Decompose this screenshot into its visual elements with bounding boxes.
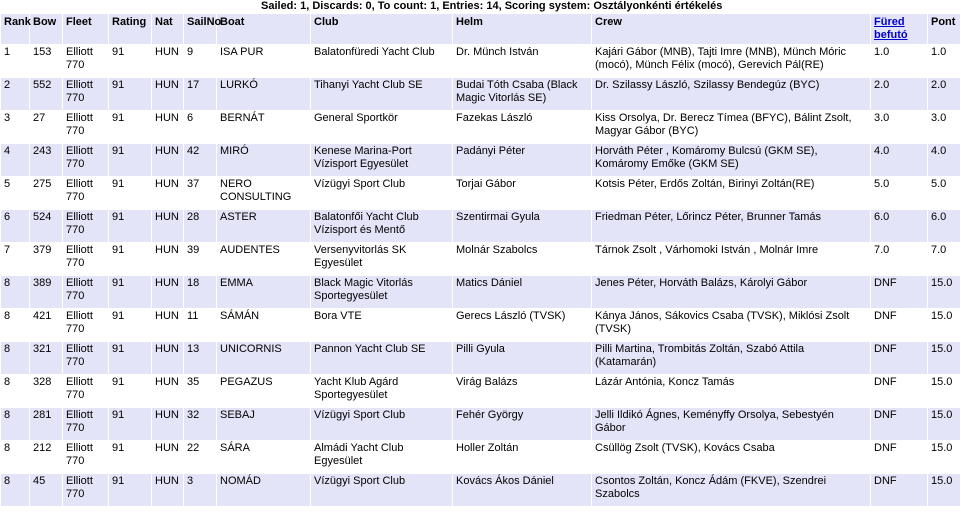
cell-club: Versenyvitorlás SK Egyesület (311, 243, 453, 276)
table-row (1, 441, 961, 474)
cell-crew: Jelli Ildikó Ágnes, Keményffy Orsolya, Sebestyén Gábor (592, 408, 871, 441)
cell-bow: 243 (30, 144, 63, 177)
cell-boat: SÁRA (217, 441, 311, 474)
cell-rating: 91 (109, 309, 152, 342)
cell-fleet: Elliott 770 (63, 441, 109, 474)
cell-nat: HUN (152, 45, 184, 78)
cell-nat: HUN (152, 408, 184, 441)
header-race (871, 14, 928, 45)
cell-crew: Kajári Gábor (MNB), Tajti Imre (MNB), Münch Móric (mocó), Münch Félix (mocó), Gerevich Pál(RE) (592, 45, 871, 78)
cell-sailno: 22 (184, 441, 217, 474)
cell-boat: EMMA (217, 276, 311, 309)
table-row (1, 78, 961, 111)
table-row (1, 276, 961, 309)
header-rating: Rating (109, 14, 152, 45)
cell-fleet: Elliott 770 (63, 342, 109, 375)
table-row (1, 309, 961, 342)
cell-race: 4.0 (871, 144, 928, 177)
header-nat: Nat (152, 14, 184, 45)
cell-boat: ASTER (217, 210, 311, 243)
cell-club: Bora VTE (311, 309, 453, 342)
cell-bow: 389 (30, 276, 63, 309)
cell-boat: AUDENTES (217, 243, 311, 276)
cell-helm: Gerecs László (TVSK) (453, 309, 592, 342)
header-pont: Pont (928, 14, 961, 45)
cell-pont: 5.0 (928, 177, 961, 210)
cell-bow: 328 (30, 375, 63, 408)
cell-pont: 15.0 (928, 276, 961, 309)
cell-bow: 275 (30, 177, 63, 210)
cell-club: Vízügyi Sport Club (311, 474, 453, 507)
cell-bow: 27 (30, 111, 63, 144)
table-row (1, 144, 961, 177)
cell-rating: 91 (109, 45, 152, 78)
cell-sailno: 32 (184, 408, 217, 441)
cell-bow: 421 (30, 309, 63, 342)
cell-helm: Kovács Ákos Dániel (453, 474, 592, 507)
cell-race: 5.0 (871, 177, 928, 210)
cell-rating: 91 (109, 342, 152, 375)
cell-sailno: 17 (184, 78, 217, 111)
cell-pont: 15.0 (928, 441, 961, 474)
cell-helm: Holler Zoltán (453, 441, 592, 474)
cell-rating: 91 (109, 243, 152, 276)
cell-fleet: Elliott 770 (63, 474, 109, 507)
cell-helm: Fazekas László (453, 111, 592, 144)
cell-bow: 212 (30, 441, 63, 474)
cell-nat: HUN (152, 243, 184, 276)
cell-club: Balatonfüredi Yacht Club (311, 45, 453, 78)
cell-bow: 153 (30, 45, 63, 78)
cell-race: 3.0 (871, 111, 928, 144)
cell-helm: Virág Balázs (453, 375, 592, 408)
cell-boat: PEGAZUS (217, 375, 311, 408)
cell-nat: HUN (152, 210, 184, 243)
cell-crew: Tárnok Zsolt , Várhomoki István , Molnár Imre (592, 243, 871, 276)
results-body (1, 45, 961, 507)
cell-rank: 2 (1, 78, 30, 111)
header-bow: Bow (30, 14, 63, 45)
cell-rank: 8 (1, 441, 30, 474)
cell-rank: 8 (1, 408, 30, 441)
cell-boat: SEBAJ (217, 408, 311, 441)
cell-helm: Molnár Szabolcs (453, 243, 592, 276)
cell-fleet: Elliott 770 (63, 144, 109, 177)
cell-pont: 15.0 (928, 474, 961, 507)
cell-club: Almádi Yacht Club Egyesület (311, 441, 453, 474)
cell-rating: 91 (109, 474, 152, 507)
cell-club: Balatonfői Yacht Club Vízisport és Mentő (311, 210, 453, 243)
cell-helm: Dr. Münch István (453, 45, 592, 78)
table-row (1, 45, 961, 78)
cell-pont: 6.0 (928, 210, 961, 243)
cell-rating: 91 (109, 276, 152, 309)
cell-sailno: 9 (184, 45, 217, 78)
table-row (1, 375, 961, 408)
cell-fleet: Elliott 770 (63, 243, 109, 276)
cell-rating: 91 (109, 78, 152, 111)
cell-nat: HUN (152, 375, 184, 408)
cell-sailno: 6 (184, 111, 217, 144)
cell-sailno: 42 (184, 144, 217, 177)
cell-nat: HUN (152, 111, 184, 144)
cell-club: Vízügyi Sport Club (311, 177, 453, 210)
cell-club: Black Magic Vitorlás Sportegyesület (311, 276, 453, 309)
cell-helm: Torjai Gábor (453, 177, 592, 210)
header-crew: Crew (592, 14, 871, 45)
cell-rank: 1 (1, 45, 30, 78)
cell-boat: MIRÓ (217, 144, 311, 177)
cell-sailno: 37 (184, 177, 217, 210)
cell-rating: 91 (109, 408, 152, 441)
cell-crew: Csontos Zoltán, Koncz Ádám (FKVE), Szendrei Szabolcs (592, 474, 871, 507)
cell-boat: UNICORNIS (217, 342, 311, 375)
cell-boat: ISA PUR (217, 45, 311, 78)
cell-pont: 15.0 (928, 408, 961, 441)
cell-boat: NOMÁD (217, 474, 311, 507)
cell-bow: 281 (30, 408, 63, 441)
header-row (1, 14, 961, 45)
results-summary: Sailed: 1, Discards: 0, To count: 1, Entries: 14, Scoring system: Osztályonkénti értékelés (261, 0, 723, 12)
cell-pont: 7.0 (928, 243, 961, 276)
cell-crew: Pilli Martina, Trombitás Zoltán, Szabó Attila (Katamarán) (592, 342, 871, 375)
cell-race: 1.0 (871, 45, 928, 78)
cell-crew: Kiss Orsolya, Dr. Berecz Tímea (BFYC), Bálint Zsolt, Magyar Gábor (BYC) (592, 111, 871, 144)
cell-helm: Budai Tóth Csaba (Black Magic Vitorlás SE) (453, 78, 592, 111)
cell-rank: 8 (1, 474, 30, 507)
cell-race: 2.0 (871, 78, 928, 111)
cell-club: Tihanyi Yacht Club SE (311, 78, 453, 111)
cell-nat: HUN (152, 144, 184, 177)
cell-bow: 379 (30, 243, 63, 276)
cell-fleet: Elliott 770 (63, 111, 109, 144)
header-helm: Helm (453, 14, 592, 45)
cell-sailno: 39 (184, 243, 217, 276)
header-club: Club (311, 14, 453, 45)
cell-pont: 15.0 (928, 375, 961, 408)
cell-race: DNF (871, 408, 928, 441)
cell-rating: 91 (109, 375, 152, 408)
cell-bow: 321 (30, 342, 63, 375)
cell-helm: Fehér György (453, 408, 592, 441)
cell-rating: 91 (109, 210, 152, 243)
cell-bow: 45 (30, 474, 63, 507)
cell-nat: HUN (152, 78, 184, 111)
header-boat: Boat (217, 14, 311, 45)
cell-sailno: 18 (184, 276, 217, 309)
cell-boat: BERNÁT (217, 111, 311, 144)
cell-fleet: Elliott 770 (63, 78, 109, 111)
cell-fleet: Elliott 770 (63, 375, 109, 408)
cell-rating: 91 (109, 111, 152, 144)
table-row (1, 210, 961, 243)
cell-nat: HUN (152, 309, 184, 342)
cell-fleet: Elliott 770 (63, 45, 109, 78)
cell-nat: HUN (152, 177, 184, 210)
cell-pont: 15.0 (928, 342, 961, 375)
cell-nat: HUN (152, 276, 184, 309)
cell-rank: 5 (1, 177, 30, 210)
cell-sailno: 13 (184, 342, 217, 375)
cell-rank: 8 (1, 276, 30, 309)
cell-crew: Kánya János, Sákovics Csaba (TVSK), Miklósi Zsolt (TVSK) (592, 309, 871, 342)
cell-crew: Dr. Szilassy László, Szilassy Bendegúz (BYC) (592, 78, 871, 111)
cell-rank: 8 (1, 309, 30, 342)
cell-nat: HUN (152, 474, 184, 507)
table-row (1, 177, 961, 210)
cell-boat: SÁMÁN (217, 309, 311, 342)
header-rank: Rank (1, 14, 30, 45)
cell-race: 7.0 (871, 243, 928, 276)
table-row (1, 408, 961, 441)
cell-fleet: Elliott 770 (63, 210, 109, 243)
cell-bow: 552 (30, 78, 63, 111)
cell-race: DNF (871, 276, 928, 309)
cell-crew: Csüllög Zsolt (TVSK), Kovács Csaba (592, 441, 871, 474)
cell-sailno: 3 (184, 474, 217, 507)
cell-race: DNF (871, 441, 928, 474)
table-row (1, 342, 961, 375)
cell-pont: 4.0 (928, 144, 961, 177)
cell-race: DNF (871, 474, 928, 507)
cell-fleet: Elliott 770 (63, 276, 109, 309)
results-table (0, 13, 961, 507)
header-sailno: SailNo (184, 14, 217, 45)
cell-rating: 91 (109, 144, 152, 177)
cell-nat: HUN (152, 342, 184, 375)
cell-sailno: 35 (184, 375, 217, 408)
cell-fleet: Elliott 770 (63, 177, 109, 210)
cell-pont: 1.0 (928, 45, 961, 78)
cell-pont: 3.0 (928, 111, 961, 144)
cell-club: Pannon Yacht Club SE (311, 342, 453, 375)
cell-club: Yacht Klub Agárd Sportegyesület (311, 375, 453, 408)
cell-sailno: 28 (184, 210, 217, 243)
cell-pont: 2.0 (928, 78, 961, 111)
cell-nat: HUN (152, 441, 184, 474)
cell-rank: 7 (1, 243, 30, 276)
cell-rank: 3 (1, 111, 30, 144)
cell-bow: 524 (30, 210, 63, 243)
cell-club: Vízügyi Sport Club (311, 408, 453, 441)
cell-helm: Matics Dániel (453, 276, 592, 309)
cell-club: Kenese Marina-Port Vízisport Egyesület (311, 144, 453, 177)
cell-crew: Lázár Antónia, Koncz Tamás (592, 375, 871, 408)
cell-helm: Szentirmai Gyula (453, 210, 592, 243)
cell-rank: 6 (1, 210, 30, 243)
table-row (1, 243, 961, 276)
cell-fleet: Elliott 770 (63, 408, 109, 441)
cell-rank: 8 (1, 375, 30, 408)
cell-race: DNF (871, 342, 928, 375)
cell-crew: Friedman Péter, Lőrincz Péter, Brunner Tamás (592, 210, 871, 243)
cell-race: DNF (871, 375, 928, 408)
cell-boat: NERO CONSULTING (217, 177, 311, 210)
cell-rank: 8 (1, 342, 30, 375)
table-row (1, 111, 961, 144)
cell-rating: 91 (109, 177, 152, 210)
cell-race: 6.0 (871, 210, 928, 243)
cell-helm: Pilli Gyula (453, 342, 592, 375)
cell-helm: Padányi Péter (453, 144, 592, 177)
race-link[interactable]: Füred befutó (874, 16, 908, 41)
cell-crew: Jenes Péter, Horváth Balázs, Károlyi Gábor (592, 276, 871, 309)
cell-pont: 15.0 (928, 309, 961, 342)
cell-rating: 91 (109, 441, 152, 474)
cell-sailno: 11 (184, 309, 217, 342)
cell-crew: Kotsis Péter, Erdős Zoltán, Birinyi Zoltán(RE) (592, 177, 871, 210)
cell-race: DNF (871, 309, 928, 342)
cell-boat: LURKÓ (217, 78, 311, 111)
cell-rank: 4 (1, 144, 30, 177)
header-fleet: Fleet (63, 14, 109, 45)
cell-crew: Horváth Péter , Komáromy Bulcsú (GKM SE), Komáromy Emőke (GKM SE) (592, 144, 871, 177)
table-row (1, 474, 961, 507)
cell-fleet: Elliott 770 (63, 309, 109, 342)
cell-club: General Sportkör (311, 111, 453, 144)
